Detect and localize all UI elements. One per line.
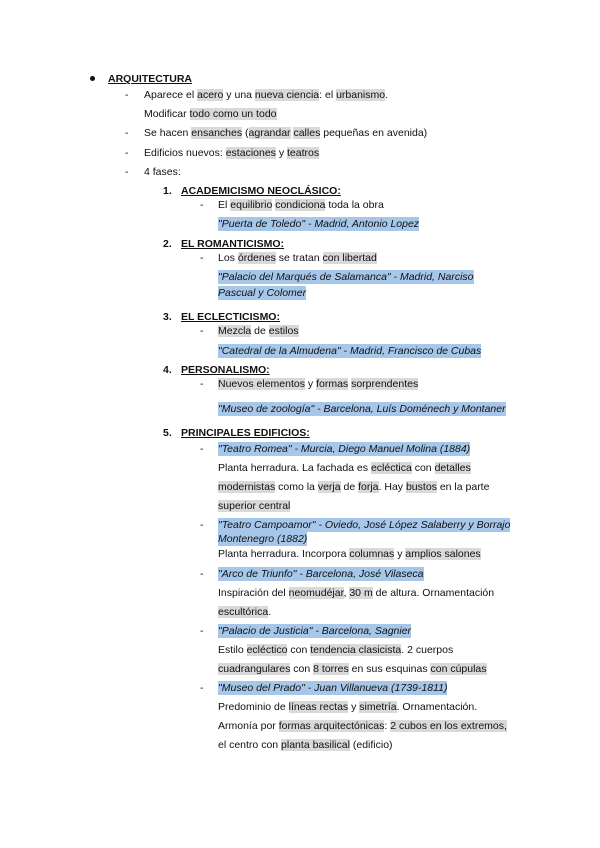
highlight: urbanismo bbox=[336, 89, 386, 101]
highlight: órdenes bbox=[237, 252, 276, 264]
text: : bbox=[384, 720, 391, 732]
highlight: planta basilical bbox=[281, 739, 350, 751]
building-name: "Palacio de Justicia" - Barcelona, Sagnier bbox=[218, 625, 412, 637]
text: en sus esquinas bbox=[348, 663, 431, 675]
text: Modificar bbox=[144, 108, 190, 120]
text: Se hacen bbox=[144, 127, 192, 139]
dash-marker: - bbox=[200, 443, 204, 455]
text: . Hay bbox=[378, 481, 406, 493]
phase-number: 3. bbox=[163, 311, 172, 323]
text: (edificio) bbox=[349, 739, 393, 751]
text: Aparece el bbox=[144, 89, 198, 101]
text: Armonía por bbox=[218, 720, 279, 732]
text: Predominio de bbox=[218, 701, 289, 713]
dash-marker: - bbox=[200, 568, 204, 580]
highlight: verja bbox=[317, 481, 341, 493]
phase-example: Pascual y Colomer bbox=[218, 287, 307, 299]
text: Planta herradura. La fachada es bbox=[218, 462, 371, 474]
text: el centro con bbox=[218, 739, 282, 751]
text: Estilo bbox=[218, 644, 247, 656]
section-heading: ARQUITECTURA bbox=[108, 73, 192, 85]
building-desc bbox=[218, 480, 489, 494]
intro-line bbox=[144, 126, 427, 140]
text: toda la obra bbox=[325, 199, 384, 211]
highlight: modernistas bbox=[218, 481, 276, 493]
highlight: escultórica bbox=[218, 606, 269, 618]
building-desc bbox=[218, 547, 481, 561]
text: se tratan bbox=[275, 252, 323, 264]
phase-desc bbox=[218, 377, 418, 391]
intro-line bbox=[144, 107, 277, 121]
highlight: formas arquitectónicas bbox=[278, 720, 385, 732]
text: de bbox=[340, 481, 359, 493]
text: , bbox=[343, 587, 350, 599]
highlight: formas bbox=[316, 378, 349, 390]
highlight: ensanches bbox=[191, 127, 243, 139]
phase-example: "Puerta de Toledo" - Madrid, Antonio Lopez bbox=[218, 218, 420, 230]
highlight: con libertad bbox=[322, 252, 377, 264]
text: . 2 cuerpos bbox=[401, 644, 454, 656]
highlight: amplios salones bbox=[405, 548, 481, 560]
highlight: sorprendentes bbox=[351, 378, 419, 390]
highlight: teatros bbox=[287, 147, 320, 159]
intro-line bbox=[144, 146, 319, 160]
highlight: ecléctico bbox=[246, 644, 288, 656]
text: y bbox=[394, 548, 406, 560]
phase-number: 4. bbox=[163, 364, 172, 376]
building-desc bbox=[218, 586, 494, 600]
intro-line: 4 fases: bbox=[144, 166, 181, 178]
building-desc bbox=[218, 461, 471, 475]
dash-marker: - bbox=[200, 519, 204, 531]
highlight: simetría bbox=[359, 701, 397, 713]
text: . Ornamentación. bbox=[396, 701, 478, 713]
phase-example: "Catedral de la Almudena" - Madrid, Francisco de Cubas bbox=[218, 345, 482, 357]
highlight: 30 m bbox=[349, 587, 373, 599]
bullet-dot bbox=[90, 76, 95, 81]
text: pequeñas en avenida) bbox=[320, 127, 428, 139]
building-name: "Teatro Campoamor" - Oviedo, José López Salaberry y Borrajo bbox=[218, 519, 511, 531]
phase-example: "Museo de zoología" - Barcelona, Luís Doménech y Montaner bbox=[218, 403, 506, 415]
highlight: acero bbox=[197, 89, 224, 101]
phase-title: ACADEMICISMO NEOCLÁSICO: bbox=[181, 185, 341, 197]
phase-desc bbox=[218, 324, 299, 338]
highlight: equilibrio bbox=[230, 199, 273, 211]
intro-line bbox=[144, 88, 388, 102]
highlight: nueva ciencia bbox=[254, 89, 320, 101]
highlight: Nuevos elementos bbox=[218, 378, 305, 390]
building-desc bbox=[218, 719, 507, 733]
dash-marker: - bbox=[125, 89, 129, 101]
highlight: forja bbox=[358, 481, 379, 493]
highlight: agrandar bbox=[248, 127, 291, 139]
dash-marker: - bbox=[125, 166, 129, 178]
phase-number: 1. bbox=[163, 185, 172, 197]
highlight: todo como un todo bbox=[189, 108, 277, 120]
text: Los bbox=[218, 252, 238, 264]
text: de bbox=[251, 325, 269, 337]
building-desc bbox=[218, 643, 453, 657]
text: . bbox=[268, 606, 272, 618]
dash-marker: - bbox=[125, 127, 129, 139]
building-desc bbox=[218, 605, 271, 619]
text: Edificios nuevos: bbox=[144, 147, 226, 159]
text: . bbox=[385, 89, 389, 101]
building-desc bbox=[218, 738, 393, 752]
phase-desc bbox=[218, 198, 384, 212]
phase-number: 5. bbox=[163, 427, 172, 439]
phase-title: PRINCIPALES EDIFICIOS: bbox=[181, 427, 310, 439]
highlight: con cúpulas bbox=[430, 663, 487, 675]
dash-marker: - bbox=[200, 682, 204, 694]
phase-number: 2. bbox=[163, 238, 172, 250]
dash-marker: - bbox=[125, 147, 129, 159]
highlight: 2 cubos en los extremos, bbox=[390, 720, 507, 732]
building-name: "Arco de Triunfo" - Barcelona, José Vilaseca bbox=[218, 568, 424, 580]
text: El bbox=[218, 199, 231, 211]
building-desc bbox=[218, 662, 487, 676]
phase-title: EL ROMANTICISMO: bbox=[181, 238, 285, 250]
highlight: estaciones bbox=[225, 147, 276, 159]
highlight: condiciona bbox=[275, 199, 326, 211]
highlight: estilos bbox=[268, 325, 299, 337]
highlight: tendencia clasicista bbox=[310, 644, 402, 656]
phase-example: "Palacio del Marqués de Salamanca" - Madrid, Narciso bbox=[218, 271, 474, 283]
highlight: detalles bbox=[434, 462, 471, 474]
text: Planta herradura. Incorpora bbox=[218, 548, 350, 560]
highlight: líneas rectas bbox=[288, 701, 349, 713]
text: y una bbox=[223, 89, 255, 101]
building-name: "Museo del Prado" - Juan Villanueva (1739-1811) bbox=[218, 682, 448, 694]
dash-marker: - bbox=[200, 625, 204, 637]
text: de altura. Ornamentación bbox=[372, 587, 495, 599]
text: ( bbox=[242, 127, 249, 139]
highlight: neomudéjar bbox=[288, 587, 344, 599]
text: con bbox=[290, 663, 314, 675]
dash-marker: - bbox=[200, 199, 204, 211]
highlight: cuadrangulares bbox=[218, 663, 291, 675]
building-desc bbox=[218, 700, 477, 714]
text: y bbox=[275, 147, 288, 159]
dash-marker: - bbox=[200, 378, 204, 390]
text: y bbox=[304, 378, 317, 390]
dash-marker: - bbox=[200, 325, 204, 337]
highlight: 8 torres bbox=[313, 663, 349, 675]
dash-marker: - bbox=[200, 252, 204, 264]
text: y bbox=[348, 701, 360, 713]
highlight: Mezcla bbox=[218, 325, 252, 337]
building-desc bbox=[218, 499, 290, 513]
highlight: columnas bbox=[349, 548, 395, 560]
text: en la parte bbox=[436, 481, 490, 493]
text: Inspiración del bbox=[218, 587, 289, 599]
text: con bbox=[287, 644, 311, 656]
phase-title: EL ECLECTICISMO: bbox=[181, 311, 280, 323]
building-name: Montenegro (1882) bbox=[218, 533, 308, 545]
building-name: "Teatro Romea" - Murcia, Diego Manuel Molina (1884) bbox=[218, 443, 471, 455]
highlight: ecléctica bbox=[370, 462, 412, 474]
highlight: calles bbox=[293, 127, 321, 139]
highlight: superior central bbox=[218, 500, 291, 512]
text: con bbox=[411, 462, 435, 474]
highlight: bustos bbox=[405, 481, 437, 493]
text: como la bbox=[275, 481, 318, 493]
phase-title: PERSONALISMO: bbox=[181, 364, 270, 376]
phase-desc bbox=[218, 251, 377, 265]
text: : el bbox=[319, 89, 337, 101]
